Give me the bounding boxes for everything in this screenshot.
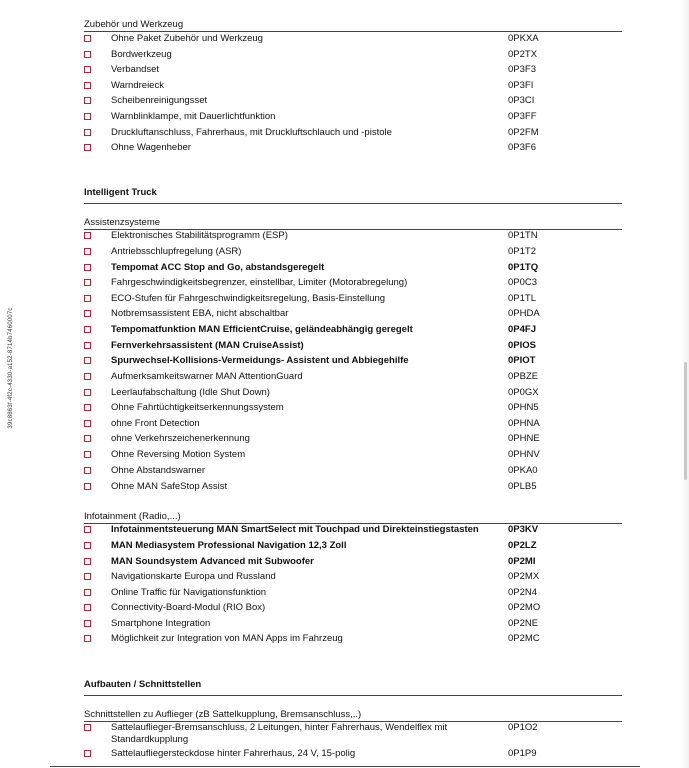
item-code: 0P3CI	[508, 95, 535, 106]
item-label: Ohne Wagenheber	[111, 142, 191, 153]
page-bottom-rule	[50, 766, 640, 767]
item-code: 0P2FM	[508, 127, 539, 138]
checkbox-icon[interactable]	[84, 724, 91, 731]
checkbox-icon[interactable]	[84, 435, 91, 442]
checkbox-icon[interactable]	[84, 467, 91, 474]
checkbox-icon[interactable]	[84, 526, 91, 533]
item-label: Scheibenreinigungsset	[111, 95, 208, 106]
item-label: Sattelauflieger-Bremsanschluss, 2 Leitungen, hinter Fahrerhaus, Wendelflex mit Standardkupplung	[111, 722, 448, 745]
item-label: Ohne Abstandswarner	[111, 465, 206, 476]
item-label: Spurwechsel-Kollisions-Vermeidungs- Assistent und Abbiegehilfe	[111, 355, 409, 366]
item-label: Smartphone Integration	[111, 618, 211, 629]
checkbox-icon[interactable]	[84, 420, 91, 427]
item-code: 0P4FJ	[508, 324, 536, 335]
checkbox-icon[interactable]	[84, 373, 91, 380]
item-code: 0P2LZ	[508, 540, 537, 551]
item-code: 0P2MI	[508, 556, 536, 567]
item-code: 0PBZE	[508, 371, 539, 382]
document-side-id: 39c8863f-4f2c-4330-a152-8714b7460007c	[8, 307, 14, 429]
item-label: ohne Front Detection	[111, 418, 200, 429]
item-code: 0P0GX	[508, 387, 539, 398]
item-code: 0P2TX	[508, 49, 538, 60]
item-label: Navigationskarte Europa und Russland	[111, 571, 276, 582]
item-label: Warnblinklampe, mit Dauerlichtfunktion	[111, 111, 276, 122]
item-label: Connectivity-Board-Modul (RIO Box)	[111, 602, 266, 613]
item-code: 0P1TL	[508, 293, 536, 304]
section-title-aufbauten: Aufbauten / Schnittstellen	[84, 679, 622, 696]
checkbox-icon[interactable]	[84, 279, 91, 286]
item-code: 0PIOS	[508, 340, 536, 351]
checkbox-icon[interactable]	[84, 310, 91, 317]
item-code: 0P2MX	[508, 571, 540, 582]
checkbox-icon[interactable]	[84, 589, 91, 596]
checkbox-icon[interactable]	[84, 97, 91, 104]
item-code: 0PHNA	[508, 418, 540, 429]
checkbox-icon[interactable]	[84, 295, 91, 302]
item-code: 0P1P9	[508, 748, 537, 759]
item-label: ohne Verkehrszeichenerkennung	[111, 433, 250, 444]
checkbox-icon[interactable]	[84, 144, 91, 151]
item-code: 0P0C3	[508, 277, 538, 288]
checkbox-icon[interactable]	[84, 66, 91, 73]
checkbox-icon[interactable]	[84, 573, 91, 580]
item-code: 0PKA0	[508, 465, 538, 476]
checkbox-icon[interactable]	[84, 620, 91, 627]
checkbox-icon[interactable]	[84, 342, 91, 349]
item-code: 0P2N4	[508, 587, 538, 598]
checkbox-icon[interactable]	[84, 635, 91, 642]
checkbox-icon[interactable]	[84, 326, 91, 333]
item-label: Aufmerksamkeitswarner MAN AttentionGuard	[111, 371, 303, 382]
checkbox-icon[interactable]	[84, 129, 91, 136]
item-label: Fernverkehrsassistent (MAN CruiseAssist)	[111, 340, 304, 351]
item-code: 0PIOT	[508, 355, 536, 366]
item-label: Antriebsschlupfregelung (ASR)	[111, 246, 242, 257]
item-label: Ohne Paket Zubehör und Werkzeug	[111, 33, 263, 44]
scrollbar-thumb[interactable]	[684, 362, 687, 480]
item-code: 0P3FI	[508, 80, 534, 91]
checkbox-icon[interactable]	[84, 451, 91, 458]
item-code: 0P2NE	[508, 618, 539, 629]
item-code: 0P1TN	[508, 230, 538, 241]
item-label: Online Traffic für Navigationsfunktion	[111, 587, 267, 598]
item-code: 0P3FF	[508, 111, 537, 122]
subsection-title-assistenz: Assistenzsysteme	[84, 217, 622, 230]
item-code: 0P1O2	[508, 722, 538, 733]
item-label: Ohne Fahrtüchtigkeitserkennungssystem	[111, 402, 284, 413]
item-label: Elektronisches Stabilitätsprogramm (ESP)	[111, 230, 288, 241]
checkbox-icon[interactable]	[84, 404, 91, 411]
item-code: 0PHNE	[508, 433, 540, 444]
checkbox-icon[interactable]	[84, 35, 91, 42]
item-label: Leerlaufabschaltung (Idle Shut Down)	[111, 387, 270, 398]
item-label: Ohne Reversing Motion System	[111, 449, 246, 460]
checkbox-icon[interactable]	[84, 232, 91, 239]
item-code: 0PLB5	[508, 481, 537, 492]
item-code: 0P3KV	[508, 524, 539, 535]
item-label: MAN Soundsystem Advanced mit Subwoofer	[111, 556, 314, 567]
item-code: 0PHDA	[508, 308, 540, 319]
item-label: Tempomatfunktion MAN EfficientCruise, geländeabhängig geregelt	[111, 324, 413, 335]
subsection-title-zubehoer: Zubehör und Werkzeug	[84, 19, 622, 32]
section-title-intelligent-truck: Intelligent Truck	[84, 187, 622, 204]
checkbox-icon[interactable]	[84, 51, 91, 58]
checkbox-icon[interactable]	[84, 248, 91, 255]
item-label: Notbremsassistent EBA, nicht abschaltbar	[111, 308, 289, 319]
checkbox-icon[interactable]	[84, 264, 91, 271]
item-label: Warndreieck	[111, 80, 164, 91]
item-label: Tempomat ACC Stop and Go, abstandsgeregelt	[111, 262, 325, 273]
item-code: 0PHN5	[508, 402, 539, 413]
checkbox-icon[interactable]	[84, 113, 91, 120]
checkbox-icon[interactable]	[84, 357, 91, 364]
item-label: Druckluftanschluss, Fahrerhaus, mit Druckluftschlauch und -pistole	[111, 127, 392, 138]
item-code: 0P3F6	[508, 142, 536, 153]
checkbox-icon[interactable]	[84, 542, 91, 549]
item-code: 0P3F3	[508, 64, 536, 75]
item-code: 0P1T2	[508, 246, 536, 257]
item-label: ECO-Stufen für Fahrgeschwindigkeitsregelung, Basis-Einstellung	[111, 293, 386, 304]
checkbox-icon[interactable]	[84, 483, 91, 490]
checkbox-icon[interactable]	[84, 389, 91, 396]
item-label: MAN Mediasystem Professional Navigation 12,3 Zoll	[111, 540, 347, 551]
item-code: 0P2MC	[508, 633, 540, 644]
checkbox-icon[interactable]	[84, 750, 91, 757]
item-code: 0PKXA	[508, 33, 539, 44]
item-label: Sattelaufliegersteckdose hinter Fahrerhaus, 24 V, 15-polig	[111, 748, 356, 759]
subsection-title-schnittstellen: Schnittstellen zu Auflieger (zB Sattelkupplung, Bremsanschluss,..)	[84, 709, 622, 722]
item-code: 0P2MO	[508, 602, 541, 613]
item-label: Bordwerkzeug	[111, 49, 172, 60]
subsection-title-infotainment: Infotainment (Radio,...)	[84, 511, 622, 524]
item-label: Möglichkeit zur Integration von MAN Apps im Fahrzeug	[111, 633, 343, 644]
item-label: Ohne MAN SafeStop Assist	[111, 481, 228, 492]
item-code: 0P1TQ	[508, 262, 539, 273]
item-code: 0PHNV	[508, 449, 540, 460]
item-label: Infotainmentsteuerung MAN SmartSelect mit Touchpad und Direkteinstiegstasten	[111, 524, 479, 535]
item-label: Verbandset	[111, 64, 160, 75]
checkbox-icon[interactable]	[84, 558, 91, 565]
checkbox-icon[interactable]	[84, 82, 91, 89]
checkbox-icon[interactable]	[84, 604, 91, 611]
item-label: Fahrgeschwindigkeitsbegrenzer, einstellbar, Limiter (Motorabregelung)	[111, 277, 408, 288]
